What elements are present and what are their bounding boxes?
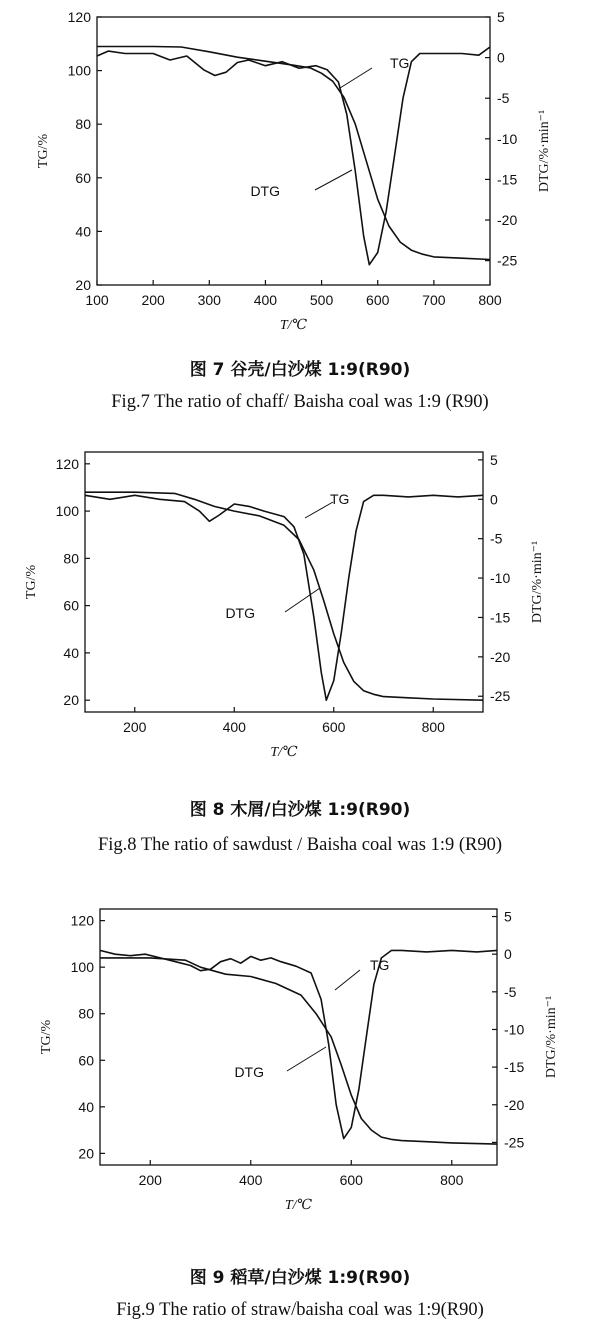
x-tick-label: 600 xyxy=(339,1172,363,1188)
y-axis-title: TG/% xyxy=(39,1019,54,1055)
y2-tick-label: -25 xyxy=(504,1134,525,1151)
dtg-annotation: DTG xyxy=(250,183,280,199)
plot-frame xyxy=(97,17,490,285)
y-axis-title: TG/% xyxy=(36,133,51,169)
x-axis-title: T/℃ xyxy=(270,745,298,760)
y-tick-label: 60 xyxy=(78,1052,94,1069)
y-tick-label: 120 xyxy=(67,9,91,25)
x-axis-title: T/℃ xyxy=(279,318,308,333)
y-tick-label: 60 xyxy=(75,169,91,186)
x-tick-label: 200 xyxy=(141,292,165,308)
caption-cn: 图 9 稻草/白沙煤 1:9(R90) xyxy=(189,1268,411,1288)
y-tick-label: 20 xyxy=(75,277,91,293)
x-tick-label: 600 xyxy=(366,292,390,308)
y-tick-label: 80 xyxy=(63,550,79,567)
y-tick-label: 80 xyxy=(78,1005,94,1022)
y-tick-label: 20 xyxy=(63,692,79,709)
y-tick-label: 60 xyxy=(63,597,79,614)
y2-tick-label: -15 xyxy=(490,609,511,626)
y-tick-label: 40 xyxy=(63,644,79,661)
y-tick-label: 100 xyxy=(55,503,79,520)
caption-en: Fig.8 The ratio of sawdust / Baisha coal was 1:9 (R90) xyxy=(97,835,503,855)
y2-tick-label: 5 xyxy=(490,451,498,468)
x-tick-label: 100 xyxy=(85,292,109,308)
tg-leader-line xyxy=(335,970,360,990)
x-tick-label: 400 xyxy=(222,719,246,735)
y2-tick-label: -20 xyxy=(497,212,518,229)
figure-7 xyxy=(0,0,600,440)
x-tick-label: 300 xyxy=(197,292,221,308)
x-tick-label: 500 xyxy=(309,292,334,308)
tg-leader-line xyxy=(340,68,372,88)
chart-fig8 xyxy=(0,440,600,800)
caption-en: Fig.9 The ratio of straw/baisha coal was 1:9(R90) xyxy=(116,1300,484,1320)
series-line-dtg xyxy=(100,950,497,1138)
y2-tick-label: -5 xyxy=(497,90,510,107)
y2-tick-label: -10 xyxy=(490,570,511,587)
y2-tick-label: -25 xyxy=(490,688,511,705)
y2-tick-label: -5 xyxy=(504,983,517,1000)
y-tick-label: 120 xyxy=(55,455,79,472)
x-tick-label: 200 xyxy=(123,719,147,735)
chart-fig9 xyxy=(0,895,600,1255)
y-tick-label: 80 xyxy=(75,116,91,133)
y2-tick-label: -20 xyxy=(504,1096,525,1113)
dtg-leader-line xyxy=(287,1047,326,1071)
y2-tick-label: 0 xyxy=(497,49,505,66)
y-tick-label: 40 xyxy=(78,1098,94,1115)
series-line-tg xyxy=(97,47,490,260)
chart-fig7 xyxy=(0,0,600,360)
y-tick-label: 100 xyxy=(70,959,94,976)
y2-tick-label: 0 xyxy=(504,946,512,963)
figure-8 xyxy=(0,440,600,880)
y-tick-label: 40 xyxy=(75,223,91,240)
y2-tick-label: -20 xyxy=(490,648,511,665)
y2-axis-title: DTG/%·min⁻¹ xyxy=(530,540,545,624)
x-tick-label: 600 xyxy=(322,719,346,735)
caption-cn: 图 7 谷壳/白沙煤 1:9(R90) xyxy=(189,360,411,380)
dtg-leader-line xyxy=(285,588,320,612)
dtg-annotation: DTG xyxy=(225,605,255,621)
dtg-annotation: DTG xyxy=(234,1064,264,1080)
plot-frame xyxy=(100,909,497,1165)
plot-frame xyxy=(85,452,483,712)
y2-tick-label: 0 xyxy=(490,491,498,508)
x-tick-label: 200 xyxy=(138,1172,162,1188)
y2-tick-label: -10 xyxy=(504,1021,525,1038)
figure-9 xyxy=(0,895,600,1340)
tg-annotation: TG xyxy=(390,55,410,71)
x-tick-label: 700 xyxy=(422,292,446,308)
y2-tick-label: -15 xyxy=(504,1059,525,1076)
y2-axis-title: DTG/%·min⁻¹ xyxy=(537,109,552,193)
series-line-dtg xyxy=(97,47,490,265)
series-line-tg xyxy=(100,958,497,1144)
y-tick-label: 100 xyxy=(67,62,91,79)
x-tick-label: 400 xyxy=(253,292,278,308)
y-tick-label: 120 xyxy=(70,912,94,929)
y2-axis-title: DTG/%·min⁻¹ xyxy=(544,995,559,1079)
y2-tick-label: 5 xyxy=(497,9,505,25)
x-tick-label: 800 xyxy=(440,1172,464,1188)
caption-cn: 图 8 木屑/白沙煤 1:9(R90) xyxy=(189,800,411,820)
y2-tick-label: 5 xyxy=(504,908,512,925)
x-tick-label: 800 xyxy=(478,292,502,308)
y2-tick-label: -25 xyxy=(497,252,518,269)
y2-tick-label: -5 xyxy=(490,530,503,547)
series-line-tg xyxy=(85,492,483,700)
tg-annotation: TG xyxy=(330,491,350,507)
x-axis-title: T/℃ xyxy=(284,1198,313,1213)
x-tick-label: 800 xyxy=(421,719,445,735)
tg-annotation: TG xyxy=(370,957,390,973)
tg-leader-line xyxy=(305,502,333,518)
y2-tick-label: -15 xyxy=(497,171,518,188)
y-axis-title: TG/% xyxy=(24,564,39,600)
y2-tick-label: -10 xyxy=(497,130,518,147)
y-tick-label: 20 xyxy=(78,1145,94,1162)
dtg-leader-line xyxy=(315,170,352,190)
caption-en: Fig.7 The ratio of chaff/ Baisha coal was 1:9 (R90) xyxy=(111,392,489,412)
x-tick-label: 400 xyxy=(239,1172,263,1188)
